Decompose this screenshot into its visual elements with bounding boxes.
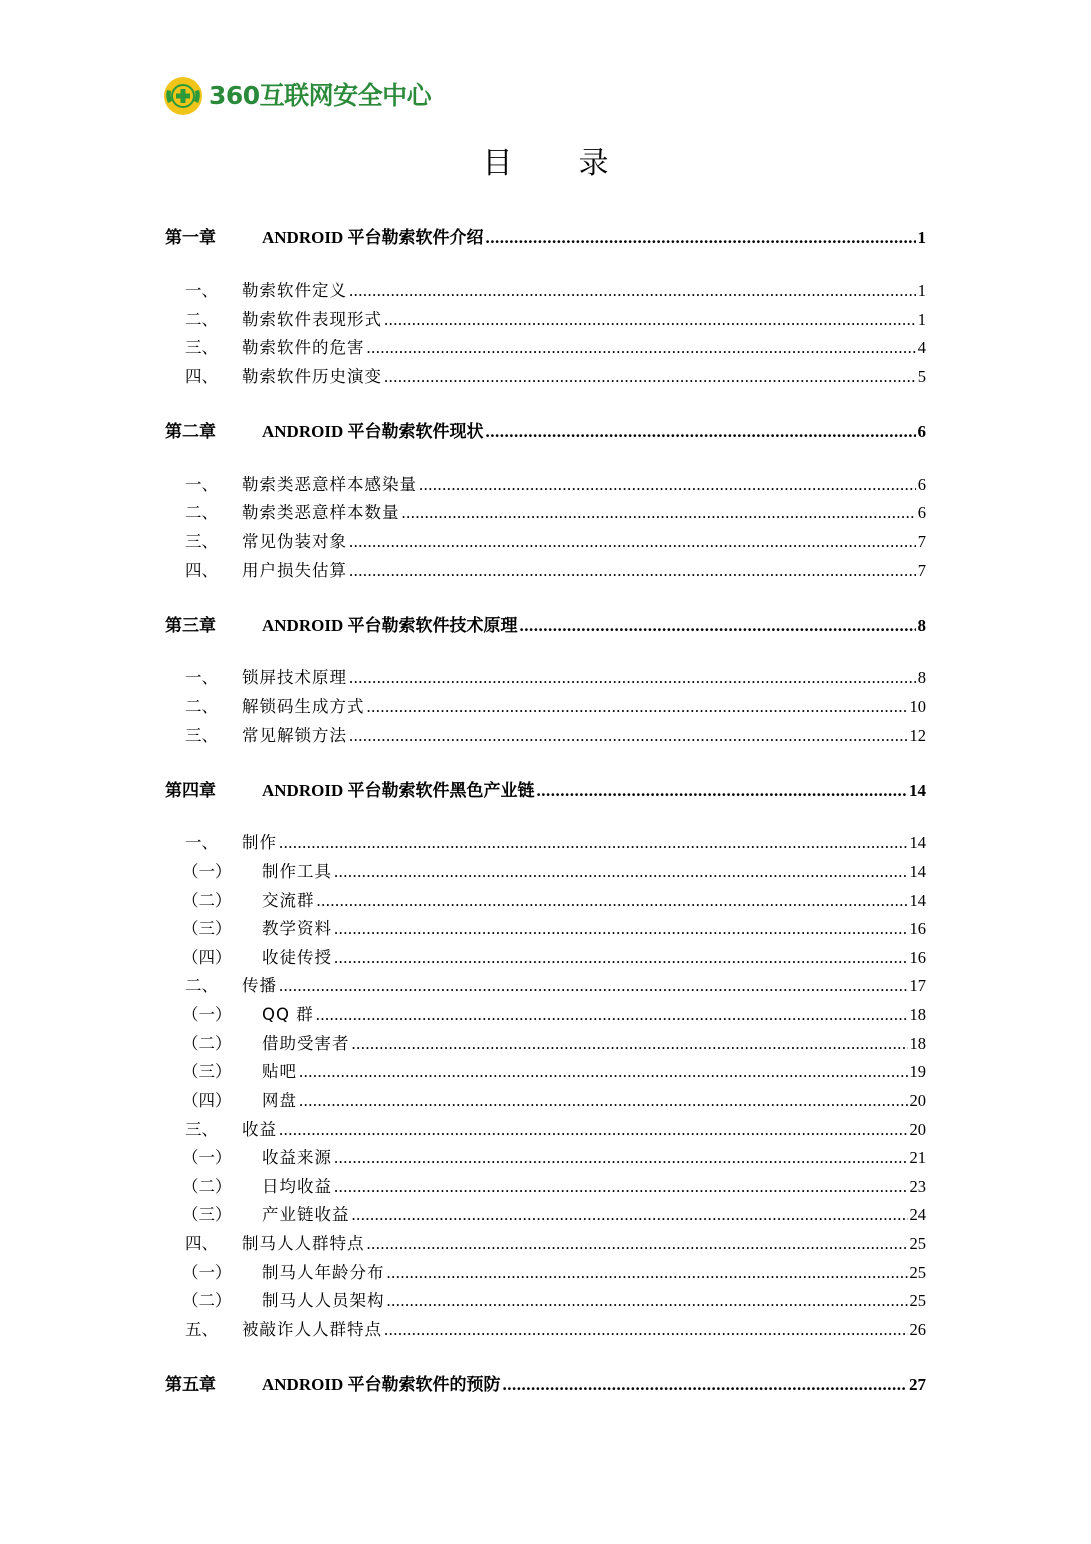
toc-number: （一） bbox=[182, 1263, 232, 1282]
toc-leader-dots bbox=[402, 503, 916, 523]
toc-page-number: 1 bbox=[917, 228, 926, 247]
toc-page-number: 18 bbox=[909, 1005, 926, 1024]
toc-title: 借助受害者 bbox=[262, 1034, 350, 1053]
toc-leader-dots bbox=[419, 475, 916, 495]
toc-leader-dots bbox=[536, 781, 907, 801]
toc-number: 一、 bbox=[185, 668, 218, 687]
toc-page-number: 6 bbox=[917, 475, 926, 494]
toc-number: （二） bbox=[182, 1177, 232, 1196]
toc-number: 二、 bbox=[185, 976, 218, 995]
toc-number: 四、 bbox=[185, 367, 218, 386]
toc-leader-dots bbox=[387, 1263, 908, 1283]
toc-page-number: 21 bbox=[909, 1148, 926, 1167]
toc-number: 第四章 bbox=[165, 781, 216, 801]
toc-page-number: 8 bbox=[917, 668, 926, 687]
toc-number: 三、 bbox=[185, 726, 218, 745]
toc-number: （二） bbox=[182, 891, 232, 910]
toc-number: （三） bbox=[182, 1205, 232, 1224]
toc-number: 一、 bbox=[185, 833, 218, 852]
toc-leader-dots bbox=[502, 1375, 907, 1395]
toc-leader-dots bbox=[316, 1005, 908, 1025]
toc-leader-dots bbox=[352, 1205, 908, 1225]
toc-leader-dots bbox=[367, 697, 908, 717]
toc-number: 二、 bbox=[185, 310, 218, 329]
toc-number: 第三章 bbox=[165, 616, 216, 636]
toc-title: 教学资料 bbox=[262, 919, 332, 938]
toc-page-number: 1 bbox=[917, 310, 926, 329]
toc-title: 交流群 bbox=[262, 891, 315, 910]
toc-leader-dots bbox=[279, 833, 908, 853]
toc-title: ANDROID 平台勒索软件黑色产业链 bbox=[262, 781, 535, 800]
toc-number: （四） bbox=[182, 948, 232, 967]
toc-title: 收益来源 bbox=[262, 1148, 332, 1167]
toc-leader-dots bbox=[519, 616, 915, 636]
toc-number: 二、 bbox=[185, 503, 218, 522]
toc-number: 四、 bbox=[185, 561, 218, 580]
toc-number: （二） bbox=[182, 1291, 232, 1310]
toc-page-number: 12 bbox=[909, 726, 926, 745]
toc-page-number: 1 bbox=[917, 281, 926, 300]
toc-number: （一） bbox=[182, 1005, 232, 1024]
toc-page-number: 14 bbox=[909, 833, 926, 852]
toc-leader-dots bbox=[317, 891, 908, 911]
toc-number: （三） bbox=[182, 1062, 232, 1081]
toc-page-number: 20 bbox=[909, 1091, 926, 1110]
toc-leader-dots bbox=[384, 367, 916, 387]
toc-number: 第五章 bbox=[165, 1375, 216, 1395]
toc-leader-dots bbox=[384, 310, 916, 330]
toc-leader-dots bbox=[334, 948, 908, 968]
toc-leader-dots bbox=[349, 561, 916, 581]
toc-leader-dots bbox=[367, 338, 916, 358]
toc-title: 收益 bbox=[242, 1120, 277, 1139]
toc-leader-dots bbox=[334, 862, 908, 882]
toc-page-number: 20 bbox=[909, 1120, 926, 1139]
toc-title: 勒索类恶意样本数量 bbox=[242, 503, 400, 522]
logo-text: 360互联网安全中心 bbox=[209, 81, 432, 110]
toc-title: 网盘 bbox=[262, 1091, 297, 1110]
toc-page-number: 16 bbox=[909, 919, 926, 938]
toc-page-number: 14 bbox=[909, 891, 926, 910]
title-char-2: 录 bbox=[578, 146, 609, 181]
toc-number: （一） bbox=[182, 862, 232, 881]
toc-leader-dots bbox=[387, 1291, 908, 1311]
toc-leader-dots bbox=[485, 228, 915, 248]
header-logo bbox=[163, 76, 431, 116]
toc-title: 勒索软件的危害 bbox=[242, 338, 365, 357]
toc-title: 制马人人群特点 bbox=[242, 1234, 365, 1253]
toc-title: 贴吧 bbox=[262, 1062, 297, 1081]
toc-title: 勒索类恶意样本感染量 bbox=[242, 475, 417, 494]
toc-page-number: 10 bbox=[909, 697, 926, 716]
toc-number: 二、 bbox=[185, 697, 218, 716]
toc-number: 四、 bbox=[185, 1234, 218, 1253]
toc-page-number: 7 bbox=[917, 532, 926, 551]
toc-number: （三） bbox=[182, 919, 232, 938]
title-char-1: 目 bbox=[482, 146, 513, 181]
toc-leader-dots bbox=[349, 726, 908, 746]
toc-page-number: 7 bbox=[917, 561, 926, 580]
toc-leader-dots bbox=[485, 422, 915, 442]
toc-title: 用户损失估算 bbox=[242, 561, 347, 580]
toc-title: ANDROID 平台勒索软件介绍 bbox=[262, 228, 484, 247]
toc-title: 勒索软件定义 bbox=[242, 281, 347, 300]
toc-page-number: 27 bbox=[909, 1375, 926, 1394]
toc-leader-dots bbox=[279, 1120, 908, 1140]
toc-title: 收徒传授 bbox=[262, 948, 332, 967]
toc-number: 第二章 bbox=[165, 422, 216, 442]
toc-number: （二） bbox=[182, 1034, 232, 1053]
toc-title: 日均收益 bbox=[262, 1177, 332, 1196]
toc-page-number: 23 bbox=[909, 1177, 926, 1196]
toc-number: 三、 bbox=[185, 1120, 218, 1139]
360-logo-icon bbox=[163, 76, 203, 116]
toc-title: 制作 bbox=[242, 833, 277, 852]
toc-number: （一） bbox=[182, 1148, 232, 1167]
toc-page-number: 18 bbox=[909, 1034, 926, 1053]
toc-number: 五、 bbox=[185, 1320, 218, 1339]
toc-leader-dots bbox=[334, 1148, 908, 1168]
toc-title: 传播 bbox=[242, 976, 277, 995]
toc-page-number: 16 bbox=[909, 948, 926, 967]
toc-leader-dots bbox=[352, 1034, 908, 1054]
toc-leader-dots bbox=[279, 976, 908, 996]
toc-number: （四） bbox=[182, 1091, 232, 1110]
toc-page-number: 6 bbox=[917, 503, 926, 522]
toc-leader-dots bbox=[349, 668, 916, 688]
toc-leader-dots bbox=[367, 1234, 908, 1254]
toc-title: QQ 群 bbox=[262, 1005, 314, 1024]
toc-leader-dots bbox=[299, 1062, 908, 1082]
toc-number: 三、 bbox=[185, 532, 218, 551]
toc-title: 制马人人员架构 bbox=[262, 1291, 385, 1310]
toc-title: 制马人年龄分布 bbox=[262, 1263, 385, 1282]
toc-page-number: 25 bbox=[909, 1291, 926, 1310]
toc-page-number: 8 bbox=[917, 616, 926, 635]
toc-page-number: 5 bbox=[917, 367, 926, 386]
toc-leader-dots bbox=[349, 281, 916, 301]
toc-number: 第一章 bbox=[165, 228, 216, 248]
toc-page-number: 26 bbox=[909, 1320, 926, 1339]
toc-page-number: 25 bbox=[909, 1234, 926, 1253]
toc-page-number: 19 bbox=[909, 1062, 926, 1081]
toc-title: 产业链收益 bbox=[262, 1205, 350, 1224]
page-title bbox=[0, 144, 1091, 184]
toc-number: 一、 bbox=[185, 281, 218, 300]
toc-page-number: 4 bbox=[917, 338, 926, 357]
toc-title: ANDROID 平台勒索软件现状 bbox=[262, 422, 484, 441]
toc-title: 勒索软件历史演变 bbox=[242, 367, 382, 386]
toc-title: 被敲诈人人群特点 bbox=[242, 1320, 382, 1339]
toc-page-number: 17 bbox=[909, 976, 926, 995]
toc-title: 制作工具 bbox=[262, 862, 332, 881]
toc-number: 三、 bbox=[185, 338, 218, 357]
toc-title: 勒索软件表现形式 bbox=[242, 310, 382, 329]
toc-leader-dots bbox=[334, 1177, 908, 1197]
toc-title: ANDROID 平台勒索软件的预防 bbox=[262, 1375, 501, 1394]
toc-page-number: 6 bbox=[917, 422, 926, 441]
toc-title: 锁屏技术原理 bbox=[242, 668, 347, 687]
toc-page-number: 14 bbox=[909, 862, 926, 881]
toc-title: 解锁码生成方式 bbox=[242, 697, 365, 716]
toc-leader-dots bbox=[384, 1320, 908, 1340]
toc-page-number: 25 bbox=[909, 1263, 926, 1282]
toc-page-number: 24 bbox=[909, 1205, 926, 1224]
toc-number: 一、 bbox=[185, 475, 218, 494]
toc-title: 常见伪装对象 bbox=[242, 532, 347, 551]
toc-leader-dots bbox=[299, 1091, 908, 1111]
toc-page-number: 14 bbox=[909, 781, 926, 800]
toc-leader-dots bbox=[349, 532, 916, 552]
toc-title: ANDROID 平台勒索软件技术原理 bbox=[262, 616, 518, 635]
toc-title: 常见解锁方法 bbox=[242, 726, 347, 745]
toc-leader-dots bbox=[334, 919, 908, 939]
